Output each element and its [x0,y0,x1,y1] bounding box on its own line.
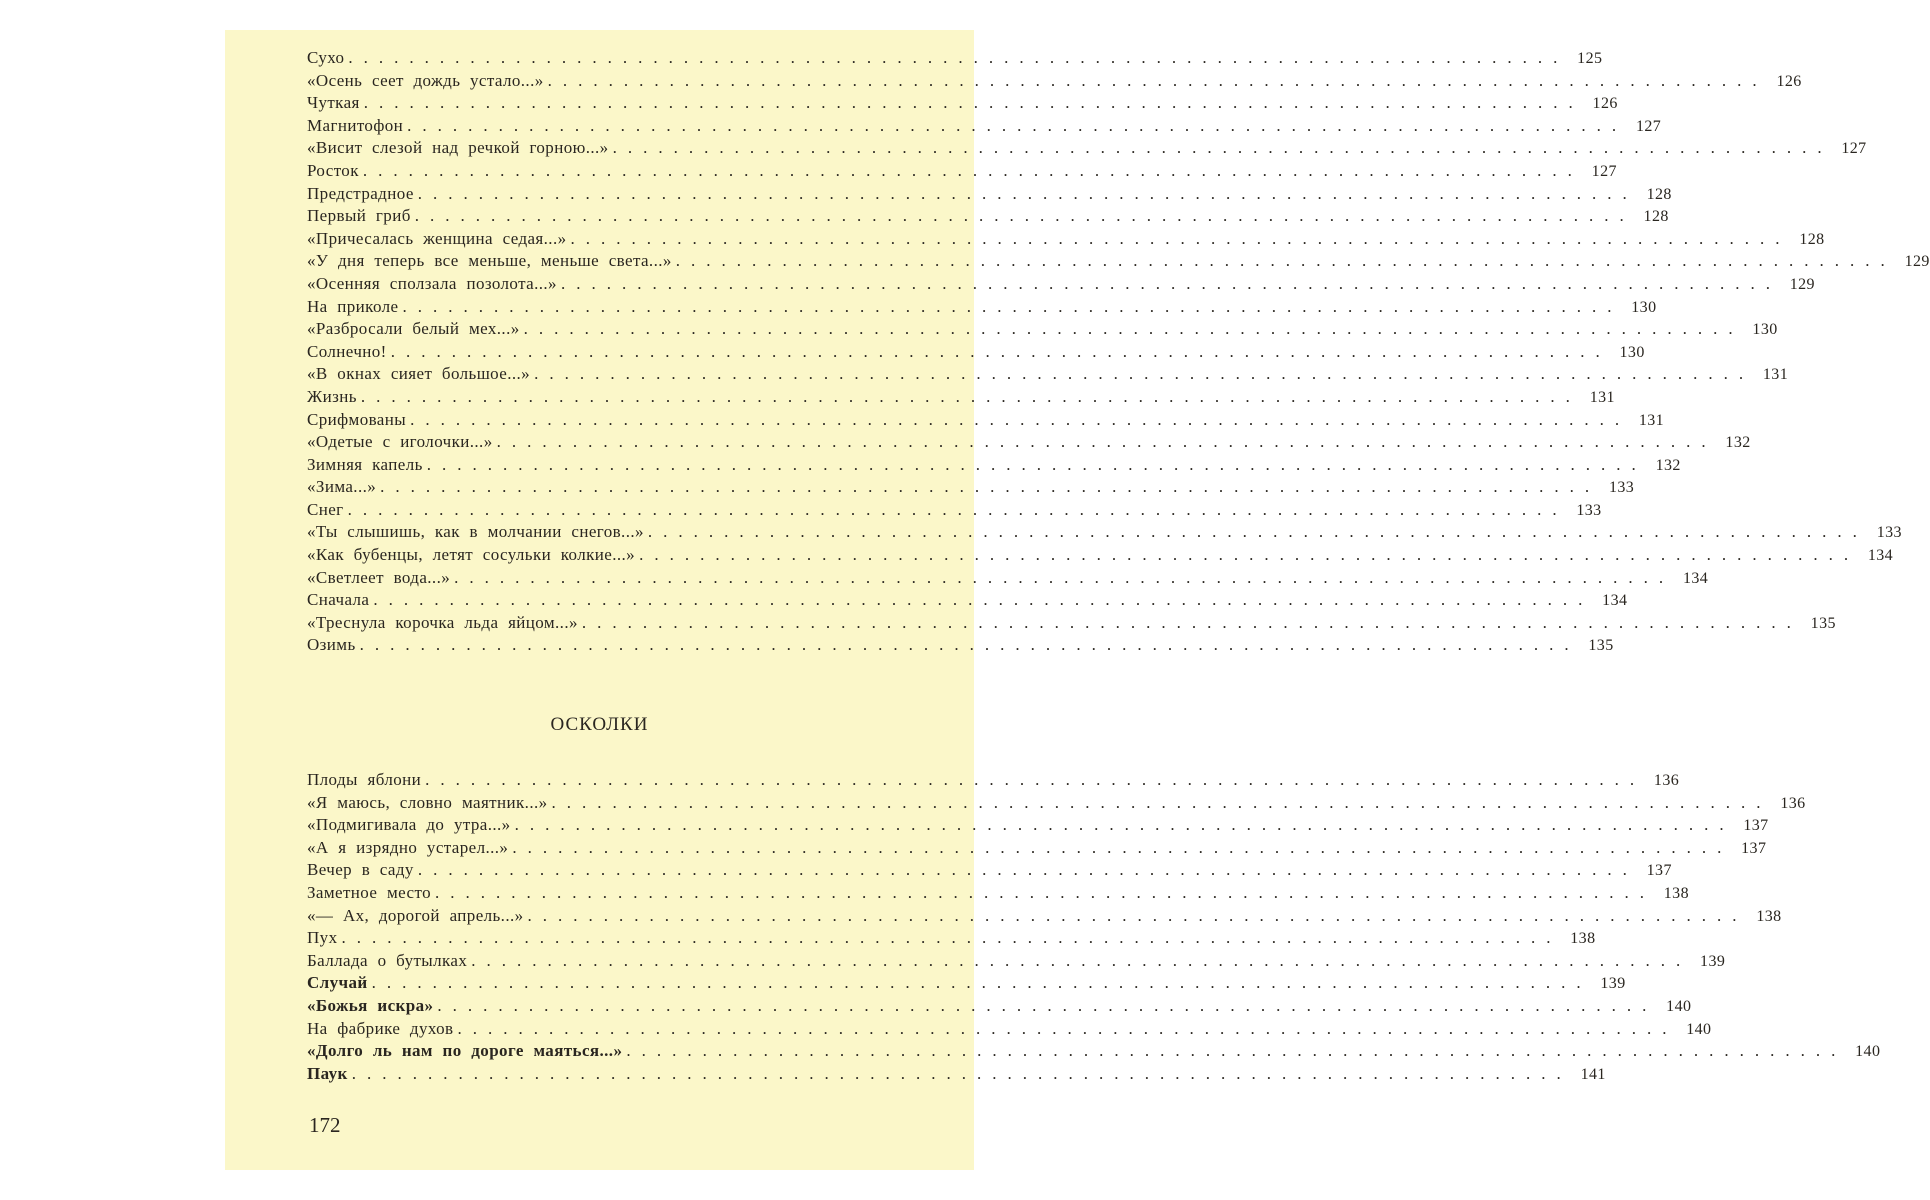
toc-entry-page: 138 [1756,907,1782,925]
toc-entry-title: Баллада о бутылках [307,950,468,970]
toc-entry [307,183,1672,207]
toc-entry-page: 129 [1904,253,1930,271]
toc-entry-title: Случай [307,973,368,993]
toc-entry-page: 138 [1663,884,1689,902]
dot-leader: ................................................................................ [363,93,1584,113]
toc-entry-page: 127 [1841,140,1867,158]
toc-entry [307,364,1789,387]
toc-entry-page: 140 [1686,1020,1712,1038]
dot-leader: ................................................................................ [612,138,1833,158]
toc-entry-title: «Зима...» [307,477,377,497]
section-heading: ОСКОЛКИ [550,714,649,735]
toc-entry-page: 137 [1741,839,1767,857]
dot-leader: ................................................................................ [359,635,1580,655]
toc-entry-page: 127 [1635,117,1662,135]
toc-entry-page: 140 [1666,997,1692,1015]
toc-entry-title: «Осень сеет дождь устало...» [307,70,544,90]
toc-entry-page: 135 [1810,614,1836,632]
toc-entry-title: Вечер в саду [307,860,414,880]
toc-entry-title: Магнитофон [307,115,404,135]
toc-entry [307,432,1751,455]
toc-entry-title: «Ты слышишь, как в молчании снегов...» [307,522,644,542]
toc-entry-title: «Висит слезой над речкой горною...» [307,138,609,158]
toc-entry [307,386,1615,410]
toc-entry-title: Чуткая [307,93,360,113]
dot-leader: ................................................................................ [434,882,1655,902]
dot-leader: ................................................................................ [407,115,1628,135]
dot-leader: ................................................................................ [647,522,1868,542]
dot-leader: ................................................................................ [454,567,1675,587]
toc-entry-page: 137 [1646,862,1672,880]
toc-entry-page: 132 [1725,434,1751,452]
dot-leader: ................................................................................ [414,206,1635,226]
toc-entry-title: «В окнах сияет большое...» [307,364,531,384]
table-of-contents-top [307,48,1930,658]
toc-entry-title: «Долго ль нам по дороге маяться...» [307,1041,623,1061]
dot-leader: ................................................................................ [675,251,1896,271]
toc-entry-title: Паук [307,1063,348,1083]
toc-entry-title: «— Ах, дорогой апрель...» [307,905,524,925]
toc-entry-page: 132 [1655,456,1681,474]
dot-leader: ................................................................................ [639,545,1860,565]
dot-leader: ................................................................................ [348,48,1569,67]
dot-leader: ................................................................................ [402,296,1623,316]
toc-entry-title: Жизнь [307,386,357,406]
toc-entry-title: «Разбросали белый мех...» [307,319,520,339]
toc-entry [307,206,1669,229]
toc-entry [307,635,1614,658]
toc-entry-page: 128 [1643,208,1669,226]
dot-leader: ................................................................................ [362,160,1583,180]
toc-entry [307,928,1596,951]
toc-entry-title: «Осенняя сползала позолота...» [307,273,557,293]
toc-entry-page: 130 [1752,321,1778,339]
toc-entry [307,770,1680,793]
toc-entry-page: 138 [1570,930,1596,948]
toc-entry-title: На фабрике духов [307,1018,454,1038]
toc-entry [307,950,1726,974]
toc-entry-page: 126 [1592,95,1618,113]
toc-entry [307,228,1825,252]
dot-leader: ................................................................................ [360,386,1581,406]
toc-entry-page: 128 [1799,230,1825,248]
toc-entry-title: Предстрадное [307,183,414,203]
toc-entry-title: «Подмигивала до утра...» [307,815,511,835]
toc-entry [307,973,1626,996]
toc-entry [307,296,1657,320]
dot-leader: ................................................................................ [496,432,1717,452]
dot-leader: ................................................................................ [410,409,1631,429]
toc-entry [307,409,1665,433]
toc-entry [307,995,1692,1019]
toc-entry-title: Первый гриб [307,206,411,226]
page-number: 172 [309,1113,341,1137]
toc-entry [307,612,1836,636]
toc-entry [307,792,1806,816]
toc-entry-title: Плоды яблони [307,770,422,789]
toc-entry-page: 131 [1589,388,1615,406]
toc-entry [307,48,1603,71]
toc-entry-page: 134 [1867,547,1894,565]
dot-leader: ................................................................................ [457,1018,1678,1038]
toc-entry-page: 133 [1876,524,1902,542]
toc-entry-page: 126 [1776,72,1802,90]
toc-entry-page: 136 [1653,772,1680,789]
toc-entry-title: Пух [307,928,338,948]
toc-entry [307,160,1617,184]
toc-entry [307,341,1645,365]
toc-entry-page: 131 [1638,411,1665,429]
toc-entry-title: «Светлеет вода...» [307,567,451,587]
toc-entry [307,477,1635,500]
toc-entry [307,860,1672,883]
toc-entry-page: 140 [1855,1043,1881,1061]
toc-entry-page: 133 [1608,479,1635,497]
toc-entry [307,905,1782,929]
toc-entry [307,1018,1712,1042]
dot-leader: ................................................................................ [534,364,1755,384]
dot-leader: ................................................................................ [547,70,1768,90]
toc-entry [307,567,1709,591]
dot-leader: ................................................................................ [341,928,1562,948]
dot-leader: ................................................................................ [417,183,1638,203]
dot-leader: ................................................................................ [581,612,1802,632]
toc-entry [307,545,1894,568]
toc-entry [307,454,1681,478]
toc-entry [307,273,1815,297]
toc-entry-title: Зимняя капель [307,454,423,474]
toc-entry-title: Росток [307,160,359,180]
toc-entry-title: «Одетые с иголочки...» [307,432,493,452]
dot-leader: ................................................................................ [425,770,1646,789]
dot-leader: ................................................................................ [560,273,1781,293]
toc-entry-page: 133 [1576,501,1602,519]
toc-entry [307,815,1769,838]
dot-leader: ................................................................................ [514,815,1735,835]
toc-entry-page: 134 [1602,592,1628,610]
toc-entry [307,499,1602,523]
toc-entry-page: 130 [1619,343,1645,361]
toc-entry-page: 135 [1588,637,1614,655]
toc-entry-page: 134 [1682,569,1709,587]
toc-entry-page: 130 [1631,298,1657,316]
toc-entry-title: «Как бубенцы, летят сосульки колкие...» [307,545,636,565]
toc-entry-page: 127 [1591,162,1617,180]
toc-entry [307,70,1802,94]
toc-entry-title: «Треснула корочка льда яйцом...» [307,612,578,632]
toc-entry [307,1063,1606,1087]
toc-entry-title: Сначала [307,590,370,610]
toc-entry-title: «Причесалась женщина седая...» [307,228,567,248]
dot-leader: ................................................................................ [380,477,1601,497]
toc-entry-page: 129 [1789,275,1815,293]
dot-leader: ................................................................................ [471,950,1692,970]
toc-entry [307,522,1902,545]
toc-entry-title: Заметное место [307,882,431,902]
dot-leader: ................................................................................ [437,995,1658,1015]
toc-entry-title: «А я изрядно устарел...» [307,837,509,857]
dot-leader: ................................................................................ [523,319,1744,339]
toc-entry-page: 141 [1580,1065,1606,1083]
toc-entry [307,837,1767,861]
dot-leader: ................................................................................ [512,837,1733,857]
dot-leader: ................................................................................ [347,499,1568,519]
dot-leader: ................................................................................ [426,454,1647,474]
dot-leader: ................................................................................ [373,590,1594,610]
toc-entry-page: 139 [1700,952,1726,970]
toc-entry [307,138,1867,161]
toc-entry-page: 139 [1600,975,1626,993]
dot-leader: ................................................................................ [626,1041,1847,1061]
table-of-contents-bottom [307,770,1881,1086]
dot-leader: ................................................................................ [570,228,1791,248]
toc-entry-title: «Божья искра» [307,995,434,1015]
toc-entry [307,1041,1881,1064]
book-page [225,30,1930,1170]
toc-entry [307,251,1930,274]
toc-entry-page: 125 [1577,50,1603,67]
toc-entry-page: 131 [1762,366,1789,384]
toc-entry [307,882,1689,906]
toc-entry-title: На приколе [307,296,399,316]
toc-entry [307,319,1778,342]
toc-entry-page: 136 [1780,794,1806,812]
dot-leader: ................................................................................ [351,1063,1572,1083]
toc-entry-title: Снег [307,499,344,519]
toc-entry-page: 137 [1743,817,1769,835]
toc-entry-title: Срифмованы [307,409,407,429]
toc-entry-title: Солнечно! [307,341,387,361]
toc-entry [307,590,1628,613]
toc-entry-title: «Я маюсь, словно маятник...» [307,792,548,812]
toc-entry-title: Озимь [307,635,356,655]
dot-leader: ................................................................................ [390,341,1611,361]
toc-entry-title: «У дня теперь все меньше, меньше света...» [307,251,672,271]
toc-entry [307,115,1662,139]
toc-entry-title: Сухо [307,48,345,67]
dot-leader: ................................................................................ [371,973,1592,993]
dot-leader: ................................................................................ [417,860,1638,880]
dot-leader: ................................................................................ [527,905,1748,925]
toc-entry-page: 128 [1646,185,1672,203]
dot-leader: ................................................................................ [551,792,1772,812]
toc-entry [307,93,1618,116]
